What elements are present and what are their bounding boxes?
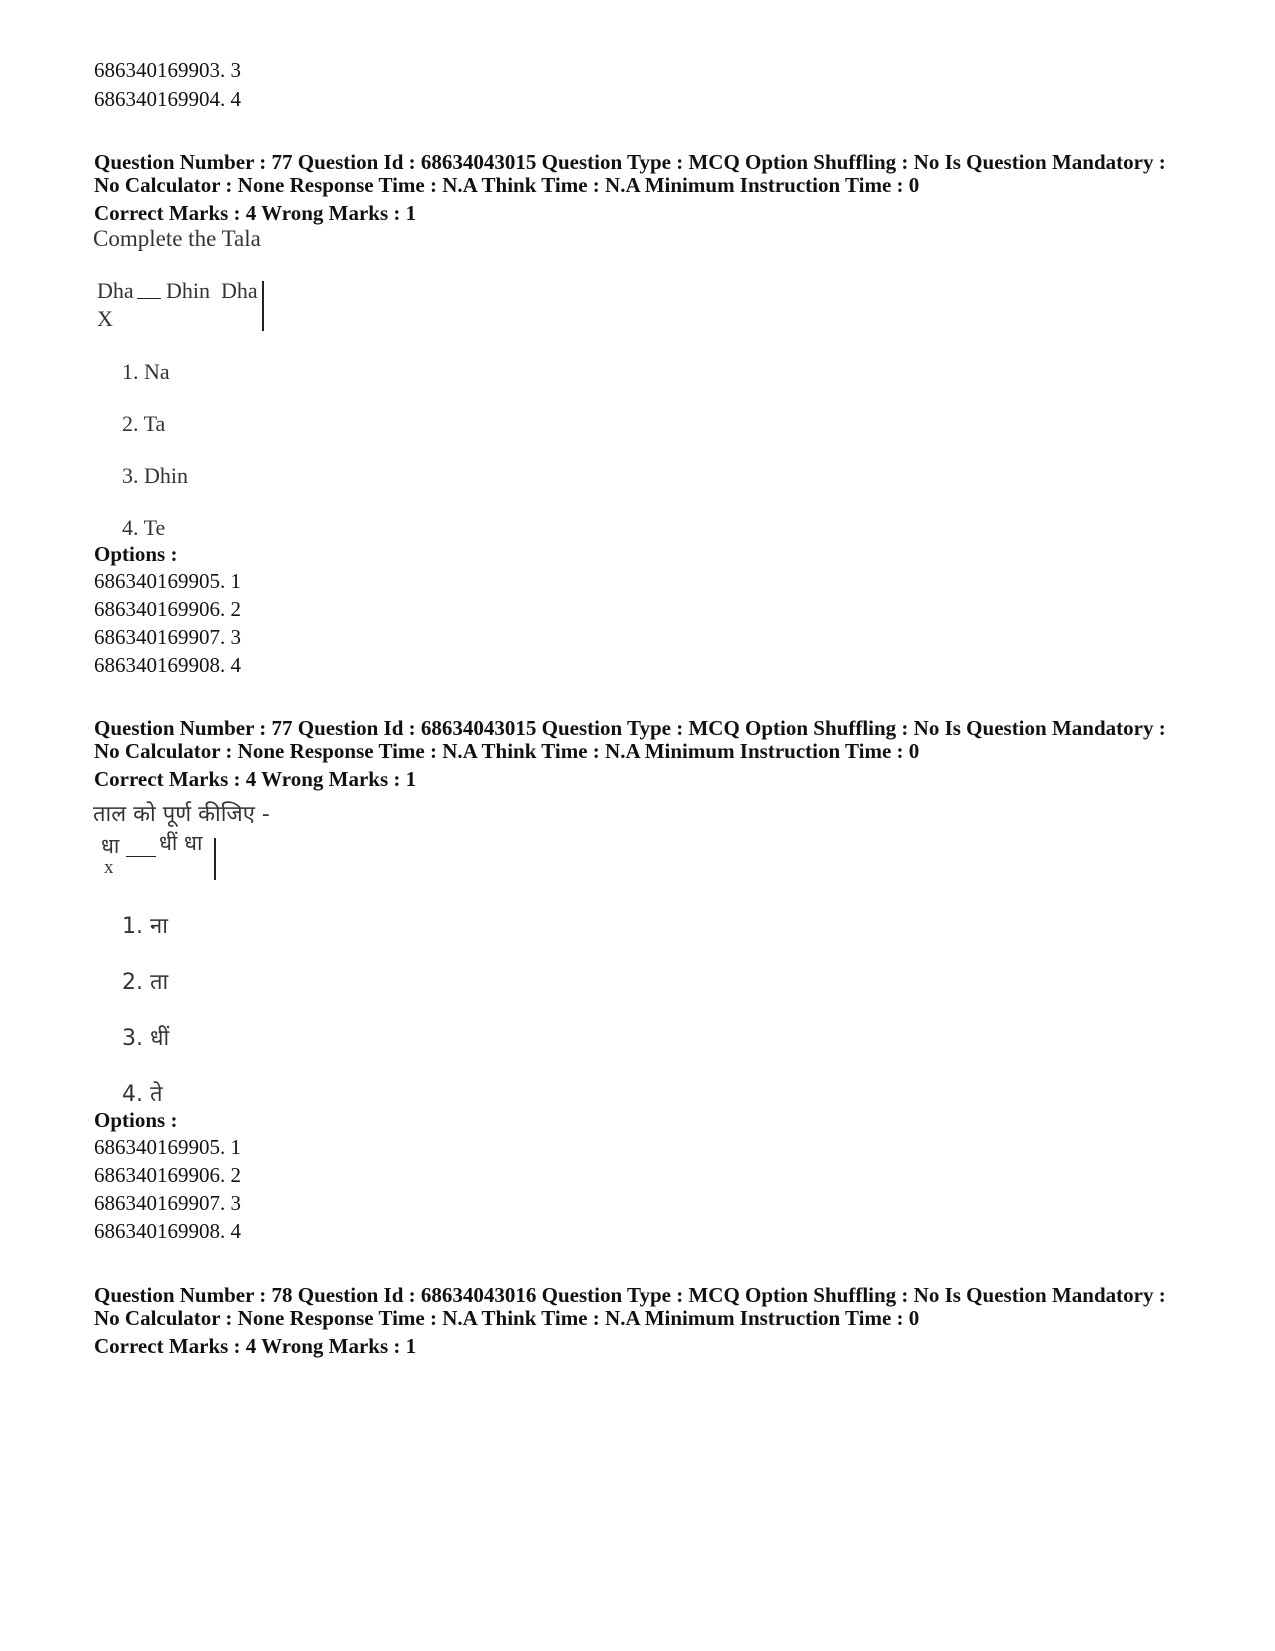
question-header-line1: Question Number : 77 Question Id : 68634043015 Question Type : MCQ Option Shuffling : No Is Question Mandatory : — [94, 716, 1166, 740]
choice-item: 3. Dhin — [122, 463, 188, 488]
choice-item: 2. Ta — [122, 411, 166, 436]
tala-blank — [137, 298, 161, 299]
choice-item: 4. Te — [122, 515, 166, 540]
option-line: 686340169904. 4 — [94, 87, 241, 111]
option-line: 686340169906. 2 — [94, 1163, 241, 1187]
option-line: 686340169908. 4 — [94, 1219, 241, 1243]
choice-label: 4. ते — [122, 1082, 163, 1107]
question-text: Complete the Tala — [93, 226, 261, 251]
question-marks: Correct Marks : 4 Wrong Marks : 1 — [94, 1334, 417, 1358]
tala-divider — [262, 281, 264, 331]
option-line: 686340169905. 1 — [94, 569, 241, 593]
tala-sam-mark: X — [97, 306, 113, 331]
question-marks: Correct Marks : 4 Wrong Marks : 1 — [94, 201, 417, 225]
choice-label: 2. ता — [122, 970, 169, 995]
question-marks: Correct Marks : 4 Wrong Marks : 1 — [94, 767, 417, 791]
option-line: 686340169908. 4 — [94, 653, 241, 677]
choice-item: 1. Na — [122, 359, 170, 384]
tala-sam-mark: x — [104, 857, 114, 878]
choice-label: 1. ना — [122, 914, 168, 939]
tala-syllable: Dha — [221, 278, 258, 303]
option-line: 686340169907. 3 — [94, 1191, 241, 1215]
question-header-line1: Question Number : 77 Question Id : 68634043015 Question Type : MCQ Option Shuffling : No Is Question Mandatory : — [94, 150, 1166, 174]
option-line: 686340169906. 2 — [94, 597, 241, 621]
choice-item — [122, 966, 168, 996]
question-text: ताल को पूर्ण कीजिए - — [93, 802, 270, 827]
tala-syllable: धीं धा — [159, 831, 203, 855]
options-label: Options : — [94, 1108, 178, 1132]
tala-blank — [126, 856, 156, 857]
choice-item — [122, 1078, 163, 1108]
question-header-line1: Question Number : 78 Question Id : 68634043016 Question Type : MCQ Option Shuffling : No Is Question Mandatory : — [94, 1283, 1166, 1307]
option-line: 686340169907. 3 — [94, 625, 241, 649]
choice-item — [122, 910, 168, 940]
question-header-line2: No Calculator : None Response Time : N.A Think Time : N.A Minimum Instruction Time : 0 — [94, 739, 920, 763]
choice-label: 3. धीं — [122, 1026, 170, 1051]
options-label: Options : — [94, 542, 178, 566]
question-header-line2: No Calculator : None Response Time : N.A Think Time : N.A Minimum Instruction Time : 0 — [94, 1306, 920, 1330]
option-line: 686340169905. 1 — [94, 1135, 241, 1159]
option-line: 686340169903. 3 — [94, 58, 241, 82]
tala-syllable: Dha — [97, 278, 134, 303]
tala-syllable: धा — [101, 834, 120, 858]
tala-divider — [214, 838, 216, 880]
tala-syllable: Dhin — [166, 278, 210, 303]
choice-item — [122, 1022, 169, 1052]
question-header-line2: No Calculator : None Response Time : N.A Think Time : N.A Minimum Instruction Time : 0 — [94, 173, 920, 197]
